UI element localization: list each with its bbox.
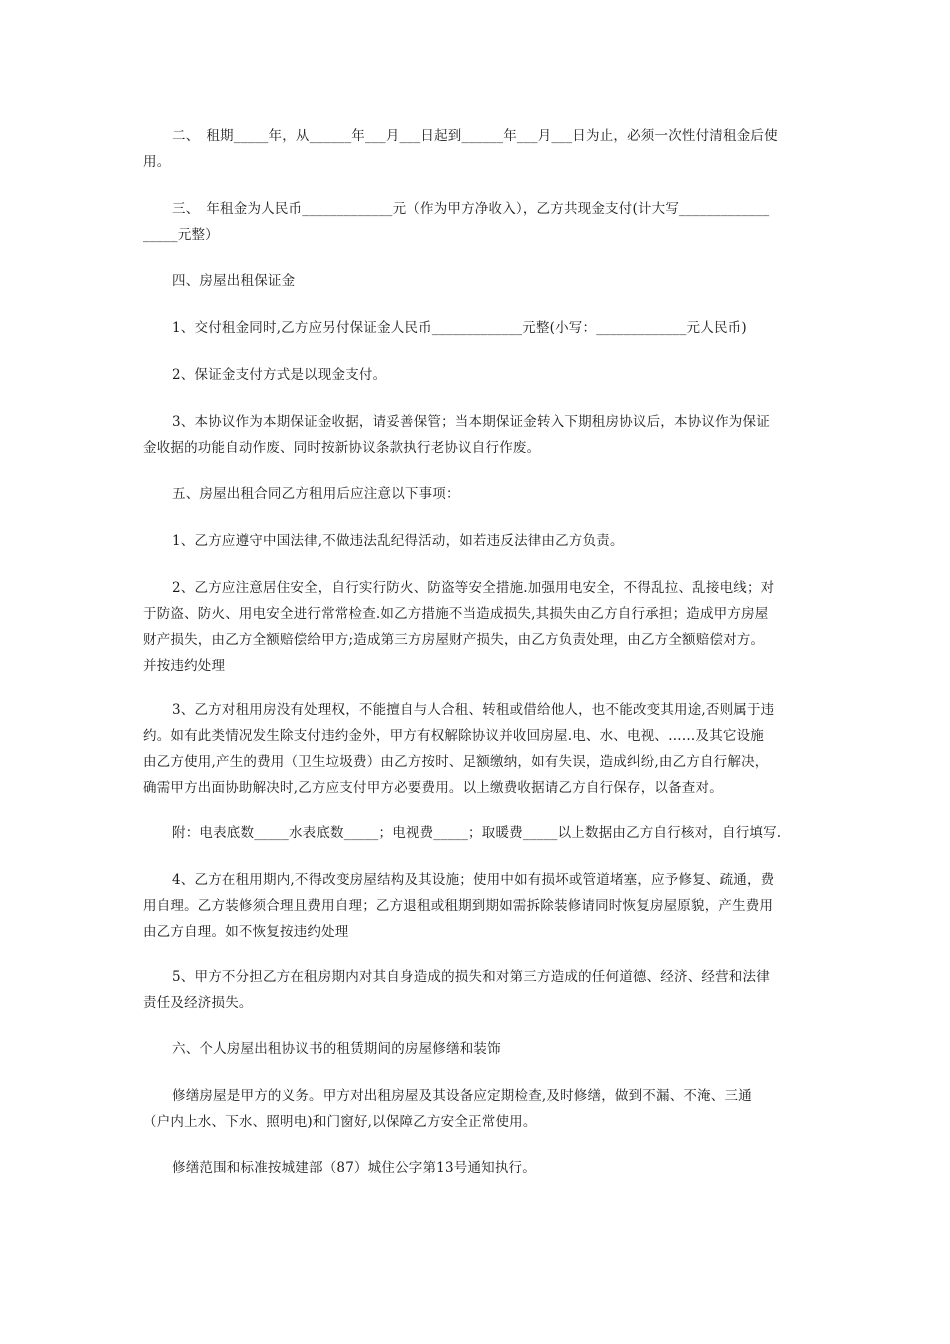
text-line: 六、个人房屋出租协议书的租赁期间的房屋修缮和装饰 [172,1041,501,1057]
text-line: 2、乙方应注意居住安全，自行实行防火、防盗等安全措施.加强用电安全，不得乱拉、乱接电线；对 [172,580,775,596]
text-line: 五、房屋出租合同乙方租用后应注意以下事项： [172,486,460,502]
text-line: （户内上水、下水、照明电)和门窗好,以保障乙方安全正常使用。 [143,1114,537,1130]
text-line: 四、房屋出租保证金 [172,273,296,289]
clause-4-item-1 [143,315,810,341]
clause-5-item-1 [143,528,810,554]
clause-4-heading [143,268,810,294]
text-line: 1、交付租金同时,乙方应另付保证金人民币_____________元整(小写：_____________元人民币) [172,320,747,336]
clause-4-item-2 [143,362,810,388]
clause-5-item-5 [143,964,810,1016]
text-line: 于防盗、防火、用电安全进行常常检查.如乙方措施不当造成损失,其损失由乙方自行承担；造成甲方房屋 [143,606,769,622]
text-line: 由乙方自理。如不恢复按违约处理 [143,924,349,940]
text-line: 由乙方使用,产生的费用（卫生垃圾费）由乙方按时、足额缴纳，如有失误，造成纠纷,由乙方自行解决， [143,754,769,770]
text-line: 4、乙方在租用期内,不得改变房屋结构及其设施；使用中如有损坏或管道堵塞，应予修复、疏通，费 [172,872,775,888]
text-line: 附：电表底数_____水表底数_____；电视费_____；取暖费_____以上数据由乙方自行核对，自行填写. [172,825,782,841]
text-line: 5、甲方不分担乙方在租房期内对其自身造成的损失和对第三方造成的任何道德、经济、经营和法律 [172,969,770,985]
clause-5-heading [143,481,810,507]
text-line: 三、 年租金为人民币_____________元（作为甲方净收入），乙方共现金支付(计大写_____________ [172,201,770,217]
clause-4-item-3 [143,409,810,461]
text-line: 金收据的功能自动作废、同时按新协议条款执行老协议自行作废。 [143,440,541,456]
text-line: 2、保证金支付方式是以现金支付。 [172,367,387,383]
text-line: 用。 [143,154,171,170]
text-line: 财产损失，由乙方全额赔偿给甲方;造成第三方房屋财产损失，由乙方负责处理，由乙方全额赔偿对方。 [143,632,765,648]
text-line: 修缮范围和标准按城建部（87）城住公字第13号通知执行。 [172,1160,536,1176]
clause-5-item-2 [143,575,810,679]
text-line: _____元整） [143,227,219,243]
text-line: 1、乙方应遵守中国法律,不做违法乱纪得活动，如若违反法律由乙方负责。 [172,533,624,549]
text-line: 约。如有此类情况发生除支付违约金外，甲方有权解除协议并收回房屋.电、水、电视、……及其它设施 [143,728,764,744]
text-line: 二、 租期_____年，从______年___月___日起到______年___月___日为止，必须一次性付清租金后使 [172,128,778,144]
clause-6-repair-duty [143,1083,810,1135]
text-line: 用自理。乙方装修须合理且费用自理；乙方退租或租期到期如需拆除装修请同时恢复房屋原貌，产生费用 [143,898,774,914]
clause-2-lease-term [143,123,810,175]
clause-3-annual-rent [143,196,810,248]
clause-6-repair-scope [143,1155,810,1181]
text-line: 责任及经济损失。 [143,995,253,1011]
clause-6-heading [143,1036,810,1062]
text-line: 确需甲方出面协助解决时,乙方应支付甲方必要费用。以上缴费收据请乙方自行保存，以备查对。 [143,780,723,796]
clause-5-meter-readings [143,820,810,846]
text-line: 3、乙方对租用房没有处理权，不能擅自与人合租、转租或借给他人，也不能改变其用途,否则属于违 [172,702,775,718]
text-line: 并按违约处理 [143,658,226,674]
text-line: 3、本协议作为本期保证金收据，请妥善保管；当本期保证金转入下期租房协议后，本协议作为保证 [172,414,770,430]
clause-5-item-4 [143,867,810,945]
text-line: 修缮房屋是甲方的义务。甲方对出租房屋及其设备应定期检查,及时修缮，做到不漏、不淹、三通 [172,1088,752,1104]
clause-5-item-3 [143,697,810,801]
